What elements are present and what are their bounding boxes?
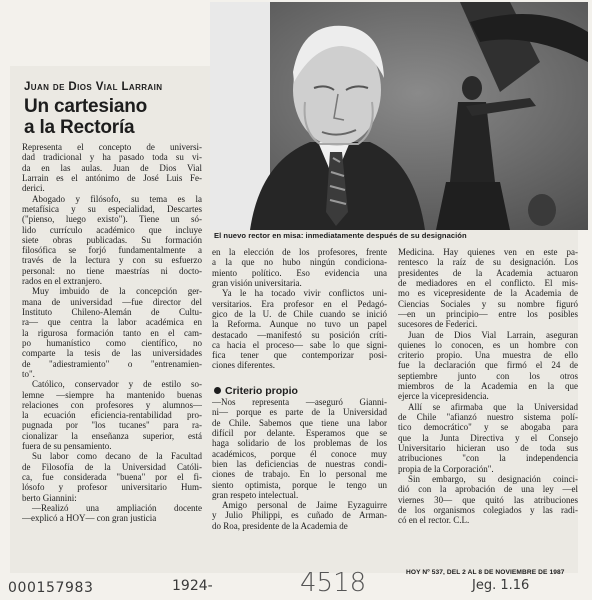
text-line: quienes lo conocen, es un hombre con (398, 339, 578, 350)
text-line: la rigurosa formación tanto en el cam- (22, 327, 202, 338)
text-line: criterio propio. Una muestra de ello (398, 350, 578, 361)
text-line: da en las aulas. Juan de Dios Vial (22, 162, 202, 173)
text-line: filosófica se forjó fundamentalmente a (22, 245, 202, 256)
headline-line: a la Rectoría (24, 117, 135, 138)
text-line: pugnada por "los tucanes" para ra- (22, 420, 202, 431)
text-column-1 (22, 142, 202, 524)
text-line: Amigo personal de Jaime Eyzaguirre (222, 500, 387, 511)
text-line: bien las deficiencias de nuestras condi- (212, 458, 387, 469)
publication-source: HOY Nº 537, DEL 2 AL 8 DE NOVIEMBRE DE 1987 (406, 569, 565, 576)
text-line: Ciencias Sociales y su nombre figuró (398, 298, 578, 309)
text-line: académicos, porque él conoce muy (212, 448, 387, 459)
text-line: Universitario hicieran uso de toda sus (398, 442, 578, 453)
text-line: que la Junta Directiva y el Consejo (398, 432, 578, 443)
text-line: ra— que centra la labor académica en (22, 317, 202, 328)
text-line: ca hacia el proceso— sabe lo que signi- (212, 339, 387, 350)
text-line: Sin embargo, su designación coinci- (408, 473, 578, 484)
text-line: Allí se afirmaba que la Universidad (408, 401, 578, 412)
handwritten-catalog-number: 000157983 (8, 580, 94, 596)
text-line: lemne —siempre ha mantenido buenas (22, 389, 202, 400)
text-line: relaciones con profesores y alumnos— (22, 399, 202, 410)
text-line: versitarios. Era profesor en el Pedagó- (212, 298, 387, 309)
subhead-text: Criterio propio (225, 385, 298, 397)
bullet-icon (214, 387, 221, 394)
text-line: propia de la Corporación". (398, 463, 494, 474)
photo-caption: El nuevo rector en misa: inmediatamente después de su designación (214, 231, 467, 240)
text-line: ni— porque es parte de la Universidad (212, 407, 387, 418)
text-line: de Filosofía de la Universidad Católi- (22, 461, 202, 472)
article-headline (24, 96, 204, 138)
text-line: ca, fue considerada "buena" por el fi- (22, 472, 202, 482)
text-line: dió con la aprobación de una ley —el (398, 484, 578, 495)
text-line: —Realizó una ampliación docente (32, 502, 202, 513)
text-line: Muy imbuido de la concepción ger- (32, 286, 202, 297)
text-line: Juan de Dios Vial Larrain, aseguran (408, 329, 578, 340)
text-line: viernes 30— que quitó las atribuciones (398, 494, 578, 505)
text-line: la Reforma. Aunque no tuvo un papel (212, 319, 387, 330)
text-line: fuera de su pensamiento. (22, 441, 112, 452)
text-line: de mediadores en el conflicto. El mis- (398, 277, 578, 288)
handwritten-date-note: Jeg. 1.16 (472, 578, 530, 593)
text-line: rados en el extranjero. (22, 276, 102, 287)
text-line: tico democrático" y se abogaba para (398, 422, 578, 433)
text-line: de Chile "afianzó nuestro sistema polí- (398, 412, 578, 422)
text-line: ciones diferentes. (212, 360, 275, 371)
text-line: Medicina. Hay quienes ven en este pa- (398, 247, 578, 257)
text-line: gran respeto intelectual. (212, 489, 299, 500)
text-line: en la elección de los profesores, frente (212, 247, 387, 257)
text-line: haga solidario de los problemas de los (212, 438, 387, 449)
text-line: lósofo y profesor universitario Hum- (22, 482, 202, 493)
text-line: —explicó a HOY— con gran justicia (22, 513, 157, 524)
text-line: personal: no tiene maestrías ni docto- (22, 265, 202, 276)
handwritten-year: 1924- (172, 578, 213, 594)
text-line: gran visión universitaria. (212, 277, 302, 288)
text-line: berto Giannini: (22, 492, 77, 503)
text-line: Católico, conservador y de estilo so- (32, 379, 202, 390)
text-line: to". (22, 368, 35, 379)
text-line: través de la lectura y con su esfuerzo (22, 255, 202, 266)
text-line: po humanístico como científico, no (22, 337, 202, 348)
text-line: mo es vicepresidente de la Academia de (398, 288, 578, 299)
text-line: —Nos representa —aseguró Gianni- (212, 397, 387, 407)
text-line: ("pienso, luego existo"). Tiene un só- (22, 214, 202, 225)
handwritten-box-number: 4518 (300, 568, 367, 598)
text-column-2-top (212, 247, 387, 371)
text-line: cionalizar la enseñanza superior, está (22, 430, 202, 441)
text-line: destacado —manifestó su posición críti- (212, 329, 387, 340)
text-line: lido currículo académico que incluye (22, 224, 202, 235)
text-line: y Julio Philippi, es cuñado de Arman- (212, 510, 387, 521)
text-line: septiembre junto con los otros (398, 370, 578, 381)
text-line: metafísica y su especialidad, Descartes (22, 203, 202, 214)
text-line: do Roa, presidente de la Academia de (212, 520, 348, 531)
text-line: difícil por delante. Esperamos que se (212, 427, 387, 438)
text-line: mana de universidad —fue director del (22, 296, 202, 307)
text-line: fue la declaración que firmó el 24 de (398, 360, 578, 371)
text-column-3 (398, 247, 578, 525)
article-photo (210, 2, 588, 230)
text-line: Representa el concepto de universi- (22, 142, 202, 152)
text-line: la ecuación eficiencia-rentabilidad pro- (22, 410, 202, 421)
text-line: Abogado y filósofo, su tema es la (32, 193, 202, 204)
text-line: miembros de la Academia en la que (398, 381, 578, 392)
text-line: atribuciones "con la independencia (398, 453, 578, 464)
headline-line: Un cartesiano (24, 96, 148, 117)
text-line: a la que no hubo ningún condiciona- (212, 257, 387, 268)
text-line: de los organismos colegiados y las radi- (398, 504, 578, 515)
text-line: presidentes de la Academia actuaron (398, 267, 578, 278)
text-line: Instituto Chileno-Alemán de Cultu- (22, 307, 202, 317)
text-line: —en un principio— entre los posibles (398, 308, 578, 319)
text-column-2-bottom (212, 397, 387, 531)
section-subhead (214, 385, 298, 397)
text-line: có en el rector. C.L. (398, 515, 470, 526)
text-line: comparte la tesis de las universidades (22, 348, 202, 359)
text-line: ejerce la vicepresidencia. (398, 391, 489, 402)
text-line: Ya le ha tocado vivir conflictos uni- (222, 288, 387, 299)
text-line: siento optimista, porque le tengo un (212, 479, 387, 490)
text-line: de "adiestramiento" o "entrenamien- (22, 358, 202, 369)
text-line: Larrain es el antónimo de José Luis Fe- (22, 172, 202, 183)
text-line: siete obras publicadas. Su formación (22, 234, 202, 245)
text-line: ciones de trabajo. En lo personal me (212, 469, 387, 480)
text-line: de Chile. Sabemos que tiene una labor (212, 417, 387, 428)
text-line: derici. (22, 183, 45, 194)
text-line: gico de la U. de Chile cuando se inició (212, 308, 387, 319)
text-line: sucesores de Federici. (398, 319, 478, 330)
text-line: dad tradicional y ha pasado toda su vi- (22, 152, 202, 163)
text-line: rentesco la raíz de su designación. Los (398, 257, 578, 268)
text-line: fica tener que contemporizar posi- (212, 350, 387, 361)
text-line: miento político. Eso evidencia una (212, 267, 387, 278)
article-kicker: Juan de Dios Vial Larrain (24, 81, 163, 93)
text-line: Su labor como decano de la Facultad (32, 451, 202, 462)
